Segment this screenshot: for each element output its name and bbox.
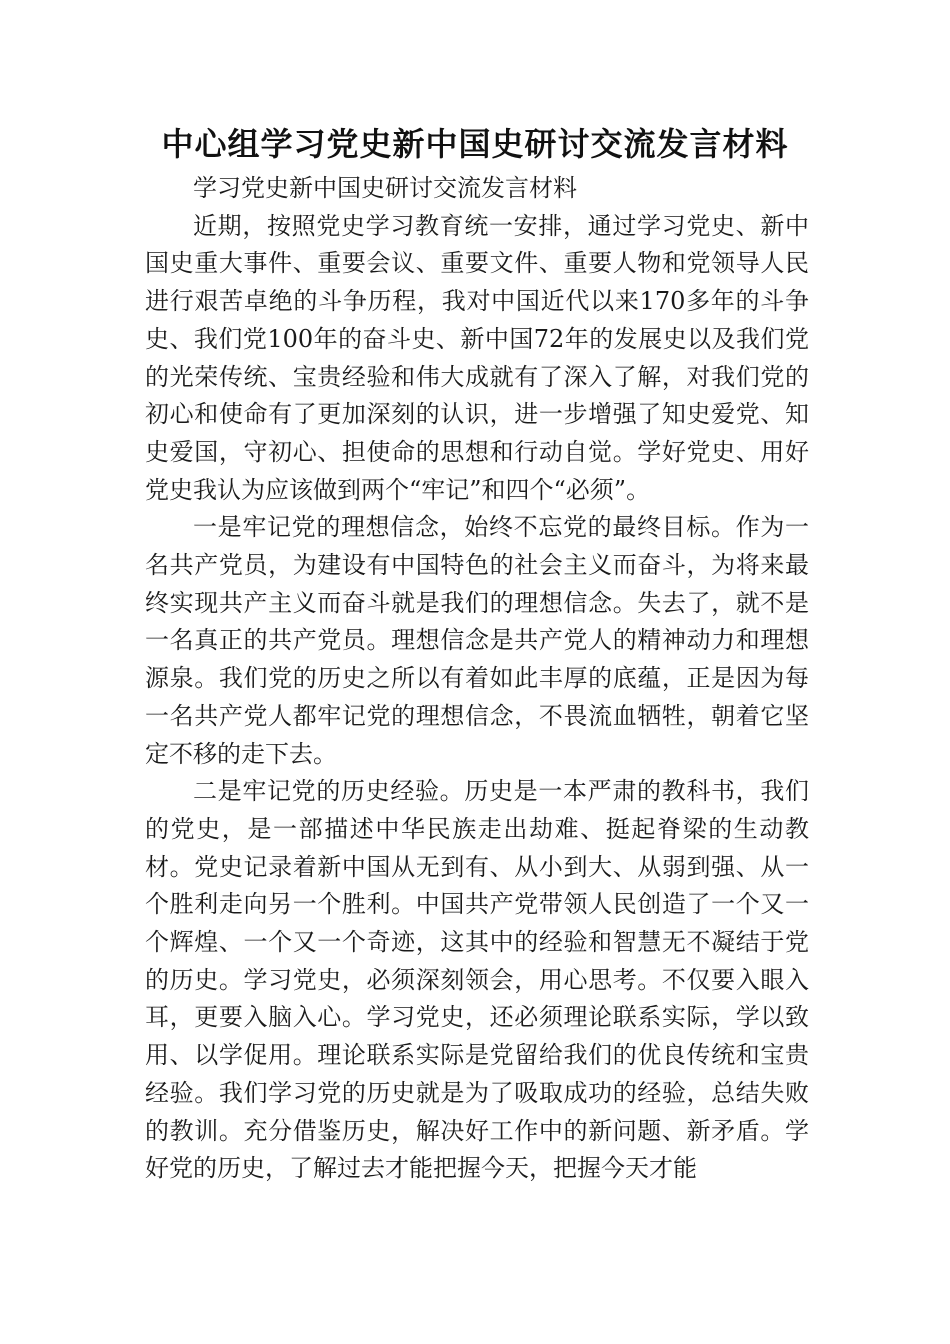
document-title: 中心组学习党史新中国史研讨交流发言材料	[161, 125, 789, 163]
paragraph: 近期，按照党史学习教育统一安排，通过学习党史、新中国史重大事件、重要会议、重要文件、重要人物和党领导人民进行艰苦卓绝的斗争历程，我对中国近代以来170多年的斗争史、我们党100年的奋斗史、新中国72年的发展史以及我们党的光荣传统、宝贵经验和伟大成就有了深入了解，对我们党的初心和使命有了更加深刻的认识，进一步增强了知史爱党、知史爱国，守初心、担使命的思想和行动自觉。学好党史、用好党史我认为应该做到两个“牢记”和四个“必须”。	[145, 211, 809, 504]
paragraph: 一是牢记党的理想信念，始终不忘党的最终目标。作为一名共产党员，为建设有中国特色的社会主义而奋斗，为将来最终实现共产主义而奋斗就是我们的理想信念。失去了，就不是一名真正的共产党员。理想信念是共产党人的精神动力和理想源泉。我们党的历史之所以有着如此丰厚的底蕴，正是因为每一名共产党人都牢记党的理想信念，不畏流血牺牲，朝着它坚定不移的走下去。	[145, 513, 809, 768]
document-body	[145, 170, 809, 1188]
document-subtitle: 学习党史新中国史研讨交流发言材料	[193, 174, 577, 202]
paragraph: 二是牢记党的历史经验。历史是一本严肃的教科书，我们的党史，是一部描述中华民族走出劫难、挺起脊梁的生动教材。党史记录着新中国从无到有、从小到大、从弱到强、从一个胜利走向另一个胜利。中国共产党带领人民创造了一个又一个辉煌、一个又一个奇迹，这其中的经验和智慧无不凝结于党的历史。学习党史，必须深刻领会，用心思考。不仅要入眼入耳，更要入脑入心。学习党史，还必须理论联系实际，学以致用、以学促用。理论联系实际是党留给我们的优良传统和宝贵经验。我们学习党的历史就是为了吸取成功的经验，总结失败的教训。充分借鉴历史，解决好工作中的新问题、新矛盾。学好党的历史，了解过去才能把握今天，把握今天才能	[145, 777, 809, 1183]
